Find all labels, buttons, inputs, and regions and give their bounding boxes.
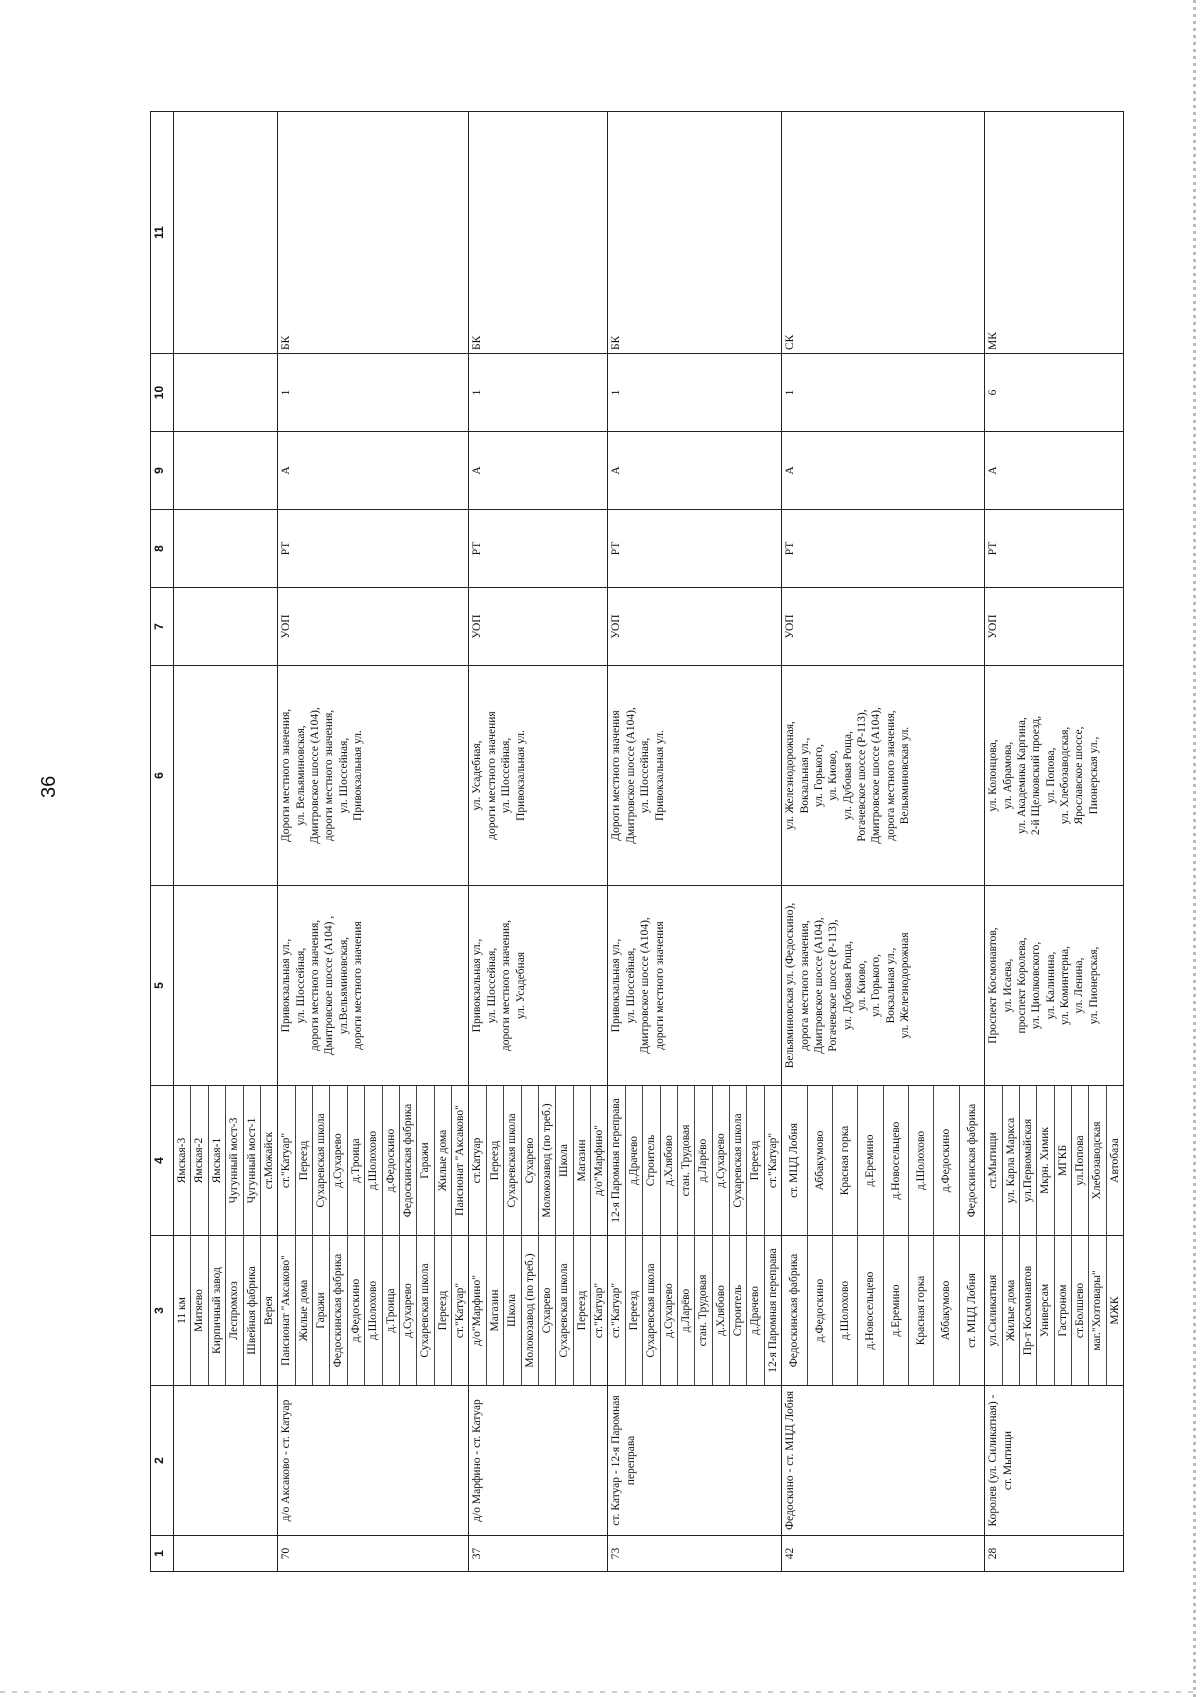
street-name: проспект Королева, bbox=[1015, 937, 1028, 1034]
streets-backward bbox=[985, 666, 1124, 886]
header-col-4: 4 bbox=[151, 1086, 174, 1236]
stop-name: д.Ларёво bbox=[695, 1086, 712, 1235]
street-name: ул. Калинина, bbox=[1044, 951, 1057, 1020]
stop-name: д.Еремино bbox=[858, 1086, 883, 1235]
header-col-5: 5 bbox=[151, 886, 174, 1086]
street-name: Дороги местного значения bbox=[610, 710, 623, 841]
stop-name: Гаражи bbox=[417, 1086, 434, 1235]
street-name: ул. Горького, bbox=[812, 744, 825, 807]
stop-name: ст. МЦД Лобня bbox=[782, 1086, 807, 1235]
stop-name: Швейная фабрика bbox=[244, 1236, 261, 1385]
stop-name: Чугунный мост-3 bbox=[226, 1086, 243, 1235]
stops-backward bbox=[278, 1086, 469, 1236]
street-name: Проспект Космонавтов, bbox=[987, 927, 1000, 1044]
street-name: ул. Шоссейная, bbox=[294, 947, 307, 1024]
stop-name: д.Сухарево bbox=[400, 1236, 417, 1385]
vehicle-class: БК bbox=[608, 112, 782, 354]
stop-mode: УОП bbox=[469, 588, 608, 666]
stop-name: Верея bbox=[262, 1296, 275, 1325]
stop-name: Строитель bbox=[643, 1086, 660, 1235]
transport-type: А bbox=[278, 432, 469, 510]
street-name: Привокзальная ул. bbox=[352, 730, 365, 821]
stop-name: Гастроном bbox=[1055, 1236, 1072, 1385]
stop-name: Гаражи bbox=[313, 1236, 330, 1385]
stops-backward bbox=[608, 1086, 782, 1236]
stop-name: д.Новосельцево bbox=[884, 1086, 909, 1235]
streets-forward bbox=[469, 886, 608, 1086]
continuation-row bbox=[174, 112, 278, 1572]
street-name: Вокзальная ул., bbox=[798, 737, 811, 814]
street-name: Дмитровское шоссе (А104) , bbox=[323, 915, 336, 1056]
vehicle-count: 6 bbox=[985, 354, 1124, 432]
stop-name: д.Хлябово bbox=[661, 1086, 678, 1235]
stop-name: д.Новосельцево bbox=[858, 1236, 883, 1385]
street-name: ул. Колонцова, bbox=[987, 739, 1000, 812]
street-name: ул. Железнодорожная bbox=[899, 932, 912, 1039]
tariff-type: РТ bbox=[985, 510, 1124, 588]
header-col-9: 9 bbox=[151, 432, 174, 510]
tariff-type: РТ bbox=[782, 510, 985, 588]
streets-backward bbox=[782, 666, 985, 886]
route-number: 37 bbox=[469, 1536, 608, 1572]
stop-name: МЖК bbox=[1108, 1296, 1121, 1325]
stop-name: д.Троица bbox=[383, 1236, 400, 1385]
stop-name: стан. Трудовая bbox=[678, 1086, 695, 1235]
stop-name: д.Сухарево bbox=[330, 1086, 347, 1235]
street-name: Привокзальная ул. bbox=[514, 730, 527, 821]
street-name: ул. Попова, bbox=[1044, 747, 1057, 804]
stop-name: Красная горка bbox=[833, 1086, 858, 1235]
street-name: дорога местного значения, bbox=[798, 920, 811, 1051]
stop-name: ст. МЦД Лобня bbox=[965, 1273, 978, 1348]
stop-name: ст."Катуар" bbox=[278, 1086, 295, 1235]
header-row bbox=[151, 112, 174, 1572]
stop-name: ст.Мытищи bbox=[985, 1086, 1002, 1235]
stop-name: Жилые дома bbox=[1003, 1236, 1020, 1385]
stop-name: Аббакумово bbox=[934, 1236, 959, 1385]
stop-name: Пансионат "Аксаково" bbox=[454, 1105, 466, 1216]
street-name: Дмитровское шоссе (А104), bbox=[812, 917, 825, 1054]
stop-name: Кирпичный завод bbox=[209, 1236, 226, 1385]
street-name: Вокзальная ул., bbox=[884, 947, 897, 1024]
stop-name: д.Шолохово bbox=[833, 1236, 858, 1385]
street-name: ул. Дубовая Роща, bbox=[841, 940, 854, 1031]
stop-name: Сухаревская школа bbox=[643, 1236, 660, 1385]
stop-name: д.Федоскино bbox=[934, 1086, 959, 1235]
stop-name: Федоскинская фабрика bbox=[782, 1236, 807, 1385]
stop-mode: УОП bbox=[985, 588, 1124, 666]
stop-name: Сухаревская школа bbox=[417, 1236, 434, 1385]
stop-name: Переезд bbox=[626, 1236, 643, 1385]
street-name: дороги местного значения bbox=[653, 921, 666, 1050]
header-col-7: 7 bbox=[151, 588, 174, 666]
vehicle-class: СК bbox=[782, 112, 985, 354]
vehicle-count: 1 bbox=[469, 354, 608, 432]
stop-name: МГКБ bbox=[1055, 1086, 1072, 1235]
street-name: Привокзальная ул., bbox=[280, 938, 293, 1033]
street-name: ул. Усадебная bbox=[514, 951, 527, 1020]
transport-type: А bbox=[782, 432, 985, 510]
street-name: Ярославское шоссе, bbox=[1073, 726, 1086, 825]
stop-name: ул.Силикатная bbox=[985, 1236, 1002, 1385]
tariff-type: РТ bbox=[278, 510, 469, 588]
streets-forward bbox=[278, 886, 469, 1086]
header-col-1: 1 bbox=[151, 1536, 174, 1572]
stop-name: Строитель bbox=[730, 1236, 747, 1385]
stop-mode: УОП bbox=[782, 588, 985, 666]
street-name: ул. Усадебная, bbox=[471, 740, 484, 811]
route-name: Федоскино - ст. МЦД Лобня bbox=[782, 1386, 985, 1536]
stop-name: Красная горка bbox=[909, 1236, 934, 1385]
street-name: Дмитровское шоссе (А104), bbox=[624, 707, 637, 844]
stop-mode: УОП bbox=[608, 588, 782, 666]
street-name: ул. Киово, bbox=[856, 960, 868, 1011]
stops-forward bbox=[782, 1236, 985, 1386]
street-name: ул. Железнодорожная, bbox=[784, 721, 797, 830]
stops-backward bbox=[782, 1086, 985, 1236]
stop-name: 12-я Паромная переправа bbox=[608, 1086, 625, 1235]
street-name: ул. Киово, bbox=[827, 750, 840, 801]
route-row bbox=[985, 112, 1124, 1572]
stop-name: д.Еремино bbox=[884, 1236, 909, 1385]
street-name: ул. Шоссейная, bbox=[500, 737, 513, 814]
stop-name: 11 км bbox=[174, 1236, 191, 1385]
street-name: дороги местного значения bbox=[485, 711, 498, 840]
route-name: д/о Марфино - ст. Катуар bbox=[469, 1386, 608, 1536]
stops-forward bbox=[985, 1236, 1124, 1386]
stop-name: ул.Первомайская bbox=[1020, 1086, 1037, 1235]
stop-name: Переезд bbox=[574, 1236, 591, 1385]
stop-name: маг."Хозтовары" bbox=[1089, 1236, 1106, 1385]
street-name: Дмитровское шоссе (А104), bbox=[309, 707, 321, 844]
stop-name: Митяево bbox=[191, 1236, 208, 1385]
stop-name: Школа bbox=[556, 1086, 573, 1235]
stop-name: д/о"Марфино" bbox=[469, 1236, 486, 1385]
route-name: Королев (ул. Силикатная) - ст. Мытищи bbox=[985, 1386, 1124, 1536]
stop-name: Пр-т Космонавтов bbox=[1020, 1236, 1037, 1385]
route-number: 73 bbox=[608, 1536, 782, 1572]
route-row bbox=[469, 112, 608, 1572]
stop-mode: УОП bbox=[278, 588, 469, 666]
street-name: ул. Исаева, bbox=[1001, 958, 1014, 1013]
stop-name: Федоскинская фабрика bbox=[965, 1103, 978, 1218]
route-row bbox=[608, 112, 782, 1572]
stop-name: Пансионат "Аксаково" bbox=[278, 1236, 295, 1385]
stop-name: Молокозавод (по треб.) bbox=[522, 1236, 539, 1385]
street-name: ул. Шоссейная, bbox=[337, 737, 350, 814]
stop-name: д.Сухарево bbox=[661, 1236, 678, 1385]
header-col-3: 3 bbox=[151, 1236, 174, 1386]
street-name: Дороги местного значения, bbox=[280, 708, 293, 843]
stops-backward bbox=[985, 1086, 1124, 1236]
stop-name: Хлебозаводская bbox=[1089, 1086, 1106, 1235]
street-name: дороги местного значения, bbox=[323, 709, 336, 842]
streets-backward bbox=[278, 666, 469, 886]
stop-name: Переезд bbox=[435, 1236, 452, 1385]
stop-name: д.Шолохово bbox=[365, 1086, 382, 1235]
street-name: ул. Шоссейная, bbox=[639, 737, 652, 814]
scan-bottom-artifact bbox=[0, 1691, 1200, 1693]
street-name: Привокзальная ул., bbox=[610, 938, 623, 1033]
streets-forward bbox=[985, 886, 1124, 1086]
streets-forward bbox=[782, 886, 985, 1086]
route-row bbox=[782, 112, 985, 1572]
streets-forward bbox=[608, 886, 782, 1086]
stop-name: ст.Можайск bbox=[262, 1131, 275, 1190]
stop-name: д.Хлябово bbox=[713, 1236, 730, 1385]
street-name: Рогачевское шоссе (Р-113), bbox=[827, 919, 840, 1052]
street-name: Вельяминовская ул. bbox=[899, 726, 912, 825]
stop-name: Молокозавод (по треб.) bbox=[539, 1086, 556, 1235]
stop-name: ул.Попова bbox=[1072, 1086, 1089, 1235]
stop-name: Универсам bbox=[1037, 1236, 1054, 1385]
street-name: ул. Горького, bbox=[870, 954, 883, 1017]
stop-name: Сухаревская школа bbox=[504, 1086, 521, 1235]
stop-name: ст.Катуар bbox=[469, 1086, 486, 1235]
route-number: 70 bbox=[278, 1536, 469, 1572]
stop-name: Леспромхоз bbox=[226, 1236, 243, 1385]
stop-name: стан. Трудовая bbox=[695, 1236, 712, 1385]
stop-name: ст.Болшево bbox=[1072, 1236, 1089, 1385]
stop-name: Ямская-1 bbox=[209, 1086, 226, 1235]
street-name: ул. Ленина, bbox=[1073, 957, 1086, 1014]
street-name: Привокзальная ул. bbox=[653, 730, 666, 821]
header-col-6: 6 bbox=[151, 666, 174, 886]
stop-name: д.Федоскино bbox=[383, 1086, 400, 1235]
stop-name: Сухарево bbox=[522, 1086, 539, 1235]
street-name: Вельяминовская ул. (Федоскино), bbox=[784, 902, 797, 1069]
stop-name: д.Сухарево bbox=[713, 1086, 730, 1235]
stop-name: Жилые дома bbox=[296, 1236, 313, 1385]
stop-name: Школа bbox=[504, 1236, 521, 1385]
stop-name: ст."Катуар" bbox=[454, 1282, 466, 1339]
vehicle-count: 1 bbox=[608, 354, 782, 432]
header-col-11: 11 bbox=[151, 112, 174, 354]
transport-type: А bbox=[985, 432, 1124, 510]
street-name: дорога местного значения, bbox=[884, 710, 897, 841]
stop-name: д.Федоскино bbox=[808, 1236, 833, 1385]
stop-name: Переезд bbox=[487, 1086, 504, 1235]
street-name: ул. Циолковского, bbox=[1030, 941, 1043, 1030]
stop-name: Сухаревская школа bbox=[313, 1086, 330, 1235]
stop-name: Сухаревская школа bbox=[556, 1236, 573, 1385]
street-name: ул. Дубовая Роща, bbox=[841, 730, 854, 821]
stop-name: ст."Катуар" bbox=[593, 1282, 605, 1339]
street-name: Пионерская ул., bbox=[1087, 736, 1100, 815]
stop-name: Магазин bbox=[574, 1086, 591, 1235]
stop-name: д.Шолохово bbox=[365, 1236, 382, 1385]
street-name: 2-й Щелковский проезд, bbox=[1030, 715, 1043, 836]
stop-name: д.Ларёво bbox=[678, 1236, 695, 1385]
street-name: ул. Коминтерна, bbox=[1059, 946, 1071, 1025]
tariff-type: РТ bbox=[469, 510, 608, 588]
stop-name: д.Троица bbox=[348, 1086, 365, 1235]
stop-name: Сухаревская школа bbox=[730, 1086, 747, 1235]
continuation-stops-backward bbox=[174, 1086, 278, 1236]
stops-forward bbox=[469, 1236, 608, 1386]
street-name: Привокзальная ул., bbox=[471, 938, 484, 1033]
stop-name: Магазин bbox=[487, 1236, 504, 1385]
stop-name: д/о"Марфино" bbox=[593, 1125, 605, 1196]
street-name: ул.Вельяминовская, bbox=[337, 936, 350, 1035]
stop-name: Федоскинская фабрика bbox=[330, 1236, 347, 1385]
vehicle-class: МК bbox=[985, 112, 1124, 354]
page-number: 36 bbox=[38, 775, 60, 798]
street-name: дороги местного значения, bbox=[309, 919, 321, 1052]
street-name: ул. Хлебозаводская, bbox=[1059, 726, 1071, 825]
stop-name: Чугунный мост-1 bbox=[244, 1086, 261, 1235]
stops-forward bbox=[608, 1236, 782, 1386]
stop-name: Сухарево bbox=[539, 1236, 556, 1385]
transport-type: А bbox=[608, 432, 782, 510]
stop-name: д.Федоскино bbox=[348, 1236, 365, 1385]
route-name: ст. Катуар - 12-я Паромная переправа bbox=[608, 1386, 782, 1536]
stop-name: д.Шолохово bbox=[909, 1086, 934, 1235]
street-name: ул. Вельяминовская, bbox=[294, 725, 307, 826]
street-name: ул. Абрамова, bbox=[1001, 741, 1014, 810]
street-name: ул. Академика Каргина, bbox=[1015, 717, 1028, 834]
street-name: дороги местного значения bbox=[352, 921, 365, 1050]
vehicle-count: 1 bbox=[782, 354, 985, 432]
route-table-sheet bbox=[150, 112, 1121, 1572]
stop-name: ст."Катуар" bbox=[608, 1236, 625, 1385]
stop-name: Жилые дома bbox=[435, 1086, 452, 1235]
header-col-10: 10 bbox=[151, 354, 174, 432]
tariff-type: РТ bbox=[608, 510, 782, 588]
header-col-2: 2 bbox=[151, 1386, 174, 1536]
stop-name: Автобаза bbox=[1108, 1138, 1121, 1183]
continuation-stops-forward bbox=[174, 1236, 278, 1386]
street-name: ул. Шоссейная, bbox=[624, 947, 637, 1024]
stop-name: Федоскинская фабрика bbox=[400, 1086, 417, 1235]
street-name: ул. Пионерская, bbox=[1087, 946, 1100, 1025]
street-name: Дмитровское шоссе (А104), bbox=[870, 707, 883, 844]
stop-name: Ямская-3 bbox=[174, 1086, 191, 1235]
stop-name: Переезд bbox=[747, 1086, 764, 1235]
route-table bbox=[150, 111, 1124, 1572]
vehicle-class: БК bbox=[278, 112, 469, 354]
stop-name: 12-я Паромная переправа bbox=[766, 1248, 779, 1373]
vehicle-class: БК bbox=[469, 112, 608, 354]
street-name: Рогачевское шоссе (Р-113), bbox=[856, 709, 868, 842]
vehicle-count: 1 bbox=[278, 354, 469, 432]
stop-name: Ямская-2 bbox=[191, 1086, 208, 1235]
stop-name: Мкрн. Химик bbox=[1037, 1086, 1054, 1235]
street-name: ул. Шоссейная, bbox=[485, 947, 498, 1024]
stops-forward bbox=[278, 1236, 469, 1386]
streets-backward bbox=[608, 666, 782, 886]
stop-name: д.Драчево bbox=[747, 1236, 764, 1385]
route-number: 28 bbox=[985, 1536, 1124, 1572]
stop-name: д.Драчево bbox=[626, 1086, 643, 1235]
route-name: д/о Аксаково - ст. Катуар bbox=[278, 1386, 469, 1536]
stop-name: Аббакумово bbox=[808, 1086, 833, 1235]
streets-backward bbox=[469, 666, 608, 886]
street-name: Дмитровское шоссе (А104), bbox=[639, 917, 652, 1054]
stop-name: Переезд bbox=[296, 1086, 313, 1235]
route-number: 42 bbox=[782, 1536, 985, 1572]
stop-name: ул. Карла Маркса bbox=[1003, 1086, 1020, 1235]
transport-type: А bbox=[469, 432, 608, 510]
scan-edge-artifact bbox=[1193, 0, 1196, 1697]
route-row bbox=[278, 112, 469, 1572]
header-col-8: 8 bbox=[151, 510, 174, 588]
street-name: дороги местного значения, bbox=[500, 919, 513, 1052]
stops-backward bbox=[469, 1086, 608, 1236]
stop-name: ст."Катуар" bbox=[766, 1132, 779, 1189]
